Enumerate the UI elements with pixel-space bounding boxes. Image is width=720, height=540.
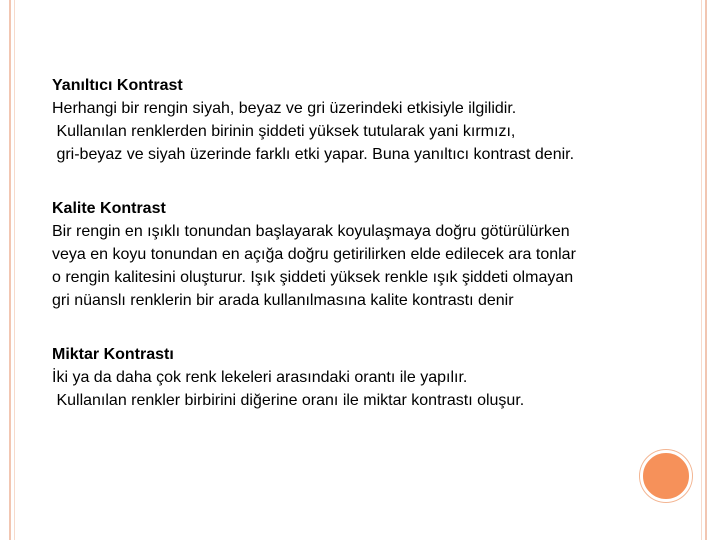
section-title: Yanıltıcı Kontrast	[52, 77, 183, 94]
body-line: İki ya da daha çok renk lekeleri arasındaki orantı ile yapılır.	[52, 369, 468, 386]
body-line: gri-beyaz ve siyah üzerinde farklı etki yapar. Buna yanıltıcı kontrast denir.	[52, 146, 575, 163]
section-title: Miktar Kontrastı	[52, 346, 174, 363]
body-line: Kullanılan renklerden birinin şiddeti yüksek tutularak yani kırmızı,	[52, 123, 516, 140]
body-line: veya en koyu tonundan en açığa doğru getirilirken elde edilecek ara tonlar	[52, 246, 576, 263]
body-line: Herhangi bir rengin siyah, beyaz ve gri üzerindeki etkisiyle ilgilidir.	[52, 100, 517, 117]
section-yaniltici-kontrast	[52, 74, 672, 166]
decorative-circle-icon	[640, 450, 692, 502]
slide-content	[52, 74, 672, 412]
body-line: Bir rengin en ışıklı tonundan başlayarak koyulaşmaya doğru götürülürken	[52, 223, 570, 240]
section-miktar-kontrasti	[52, 343, 672, 412]
section-title: Kalite Kontrast	[52, 200, 166, 217]
body-line: Kullanılan renkler birbirini diğerine oranı ile miktar kontrastı oluşur.	[52, 392, 525, 409]
body-line: o rengin kalitesini oluşturur. Işık şiddeti yüksek renkle ışık şiddeti olmayan	[52, 269, 574, 286]
body-line: gri nüanslı renklerin bir arada kullanılmasına kalite kontrastı denir	[52, 292, 514, 309]
section-kalite-kontrast	[52, 197, 672, 312]
